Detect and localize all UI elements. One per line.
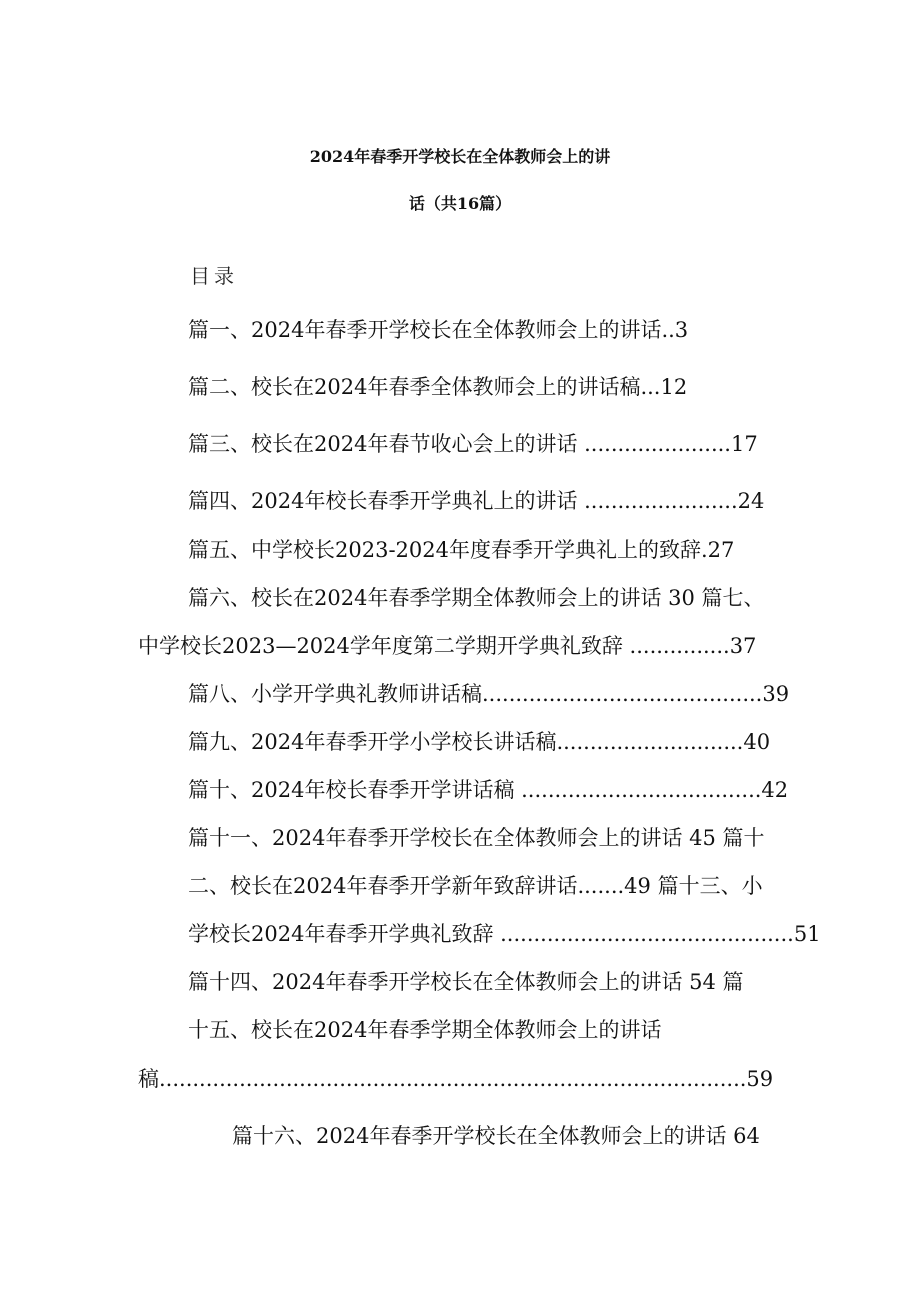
toc-entry-6: 篇六、校长在2024年春季学期全体教师会上的讲话 30 篇七、 xyxy=(188,586,765,610)
document-title-line-1: 2024年春季开学校长在全体教师会上的讲 xyxy=(309,147,611,166)
toc-entry-9: 篇九、2024年春季开学小学校长讲话稿............................40 xyxy=(188,730,771,754)
toc-entry-3: 篇三、校长在2024年春节收心会上的讲话 ......................17 xyxy=(188,432,758,456)
toc-entry-12: 二、校长在2024年春季开学新年致辞讲话.......49 篇十三、小 xyxy=(188,874,763,898)
toc-entry-2: 篇二、校长在2024年春季全体教师会上的讲话稿...12 xyxy=(188,375,688,399)
toc-entry-17: 篇十六、2024年春季开学校长在全体教师会上的讲话 64 xyxy=(232,1124,760,1148)
toc-entry-1: 篇一、2024年春季开学校长在全体教师会上的讲话..3 xyxy=(188,318,689,342)
toc-entry-7: 中学校长2023—2024学年度第二学期开学典礼致辞 ...............37 xyxy=(138,634,757,658)
toc-entry-11: 篇十一、2024年春季开学校长在全体教师会上的讲话 45 篇十 xyxy=(188,826,765,850)
document-title-line-2: 话（共16篇） xyxy=(408,194,512,213)
toc-entry-15: 十五、校长在2024年春季学期全体教师会上的讲话 xyxy=(188,1018,662,1042)
toc-entry-4: 篇四、2024年校长春季开学典礼上的讲话 .......................24 xyxy=(188,489,765,513)
toc-entry-16: 稿........................................................................................59 xyxy=(138,1067,774,1091)
toc-entry-5: 篇五、中学校长2023-2024年度春季开学典礼上的致辞.27 xyxy=(188,538,735,562)
toc-entry-10: 篇十、2024年校长春季开学讲话稿 ....................................42 xyxy=(188,778,789,802)
toc-heading: 目录 xyxy=(190,264,238,288)
toc-entry-13: 学校长2024年春季开学典礼致辞 ............................................51 xyxy=(188,922,821,946)
toc-entry-8: 篇八、小学开学典礼教师讲话稿..........................................39 xyxy=(188,682,790,706)
toc-entry-14: 篇十四、2024年春季开学校长在全体教师会上的讲话 54 篇 xyxy=(188,970,744,994)
